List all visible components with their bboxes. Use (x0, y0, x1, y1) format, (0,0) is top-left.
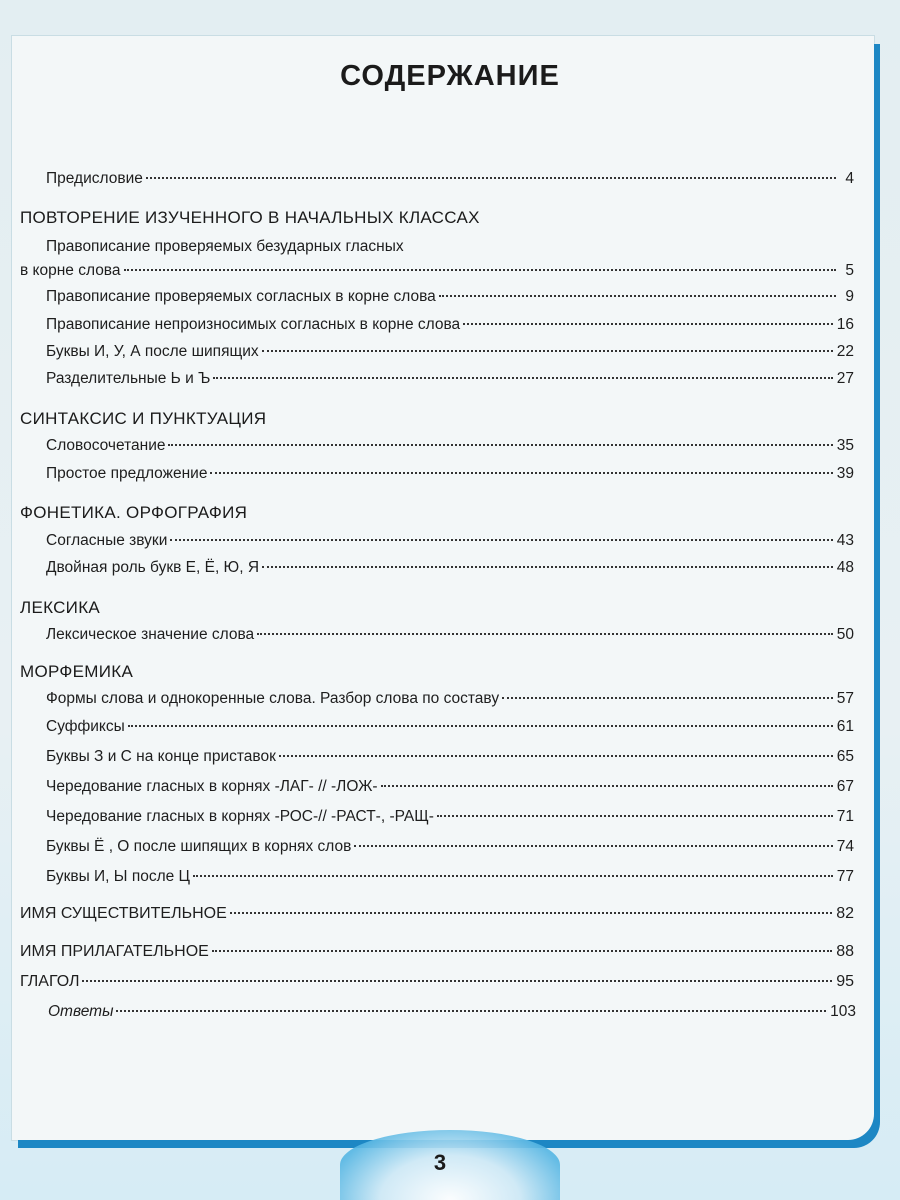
toc-entry-page: 65 (836, 748, 854, 765)
toc-entry-answers[interactable] (48, 1003, 856, 1021)
toc-entry-page: 16 (836, 316, 854, 333)
dot-leader (257, 633, 833, 635)
toc-entry[interactable] (20, 262, 854, 280)
section-heading[interactable]: СИНТАКСИС И ПУНКТУАЦИЯ (20, 409, 267, 428)
toc-entry-page: 22 (836, 343, 854, 360)
toc-entry-label: Простое предложение (46, 465, 208, 482)
toc-entry-page: 61 (836, 718, 854, 735)
toc-entry[interactable] (46, 808, 854, 826)
section-heading[interactable]: ФОНЕТИКА. ОРФОГРАФИЯ (20, 503, 248, 522)
page-title: СОДЕРЖАНИЕ (340, 60, 560, 92)
toc-entry-label: Буквы И, У, А после шипящих (46, 343, 259, 360)
toc-section-entry[interactable] (20, 905, 854, 923)
toc-entry[interactable] (46, 532, 854, 550)
toc-entry[interactable] (46, 778, 854, 796)
toc-entry-label: Суффиксы (46, 718, 125, 735)
toc-section-entry[interactable] (20, 973, 854, 991)
toc-entry-label-line1[interactable]: Правописание проверяемых безударных гласных (46, 238, 404, 255)
section-heading[interactable]: ПОВТОРЕНИЕ ИЗУЧЕННОГО В НАЧАЛЬНЫХ КЛАССАХ (20, 208, 480, 227)
toc-entry-page: 88 (836, 943, 854, 960)
section-heading[interactable]: МОРФЕМИКА (20, 662, 134, 681)
toc-entry-label: Буквы И, Ы после Ц (46, 868, 191, 885)
toc-entry-page: 43 (836, 532, 854, 549)
toc-entry[interactable] (46, 316, 854, 334)
dot-leader (463, 323, 833, 325)
dot-leader (213, 377, 832, 379)
toc-entry-page: 71 (836, 808, 854, 825)
page-number: 3 (433, 1150, 447, 1175)
toc-entry-label: Правописание проверяемых согласных в корне слова (46, 288, 436, 305)
toc-entry-label: в корне слова (20, 262, 121, 279)
toc-entry-page: 4 (845, 170, 854, 187)
toc-entry-label: Чередование гласных в корнях -РОС-// -РАСТ-, -РАЩ- (46, 808, 434, 825)
toc-entry-preface[interactable] (46, 170, 854, 188)
toc-entry-page: 82 (836, 905, 854, 922)
toc-entry-label: ИМЯ ПРИЛАГАТЕЛЬНОЕ (20, 943, 209, 960)
dot-leader (170, 539, 832, 541)
toc-entry[interactable] (46, 370, 854, 388)
dot-leader (439, 295, 836, 297)
dot-leader (381, 785, 833, 787)
dot-leader (124, 269, 837, 271)
toc-entry-label: ГЛАГОЛ (20, 973, 80, 990)
toc-entry-page: 77 (836, 868, 854, 885)
toc-entry[interactable] (46, 288, 854, 306)
dot-leader (262, 566, 833, 568)
toc-entry-page: 67 (836, 778, 854, 795)
dot-leader (279, 755, 833, 757)
dot-leader (146, 177, 836, 179)
toc-entry-label: Ответы (48, 1003, 114, 1020)
toc-entry-page: 95 (836, 973, 854, 990)
toc-entry-page: 39 (836, 465, 854, 482)
toc-entry-page: 103 (830, 1003, 856, 1020)
toc-entry[interactable] (46, 690, 854, 708)
toc-entry-page: 9 (845, 288, 854, 305)
dot-leader (210, 472, 832, 474)
toc-entry[interactable] (46, 343, 854, 361)
toc-section-entry[interactable] (20, 943, 854, 961)
toc-entry-label: Формы слова и однокоренные слова. Разбор слова по составу (46, 690, 500, 707)
toc-entry[interactable] (46, 559, 854, 577)
toc-entry[interactable] (46, 626, 854, 644)
dot-leader (230, 912, 832, 914)
toc-entry-label: Правописание непроизносимых согласных в корне слова (46, 316, 461, 333)
toc-entry-page: 50 (836, 626, 854, 643)
toc-entry-label: Разделительные Ь и Ъ (46, 370, 211, 387)
toc-entry[interactable] (46, 868, 854, 886)
dot-leader (262, 350, 833, 352)
dot-leader (437, 815, 833, 817)
toc-entry-page: 48 (836, 559, 854, 576)
toc-entry-label: Словосочетание (46, 437, 166, 454)
toc-entry[interactable] (46, 465, 854, 483)
toc-entry-label: Буквы Ё , О после шипящих в корнях слов (46, 838, 352, 855)
toc-entry-page: 57 (836, 690, 854, 707)
toc-entry-label: Двойная роль букв Е, Ё, Ю, Я (46, 559, 260, 576)
toc-entry-label: Согласные звуки (46, 532, 168, 549)
dot-leader (502, 697, 833, 699)
toc-entry-label: Буквы З и С на конце приставок (46, 748, 276, 765)
dot-leader (193, 875, 833, 877)
toc-entry-page: 27 (836, 370, 854, 387)
toc-entry-page: 35 (836, 437, 854, 454)
toc-entry[interactable] (46, 718, 854, 736)
dot-leader (82, 980, 832, 982)
section-heading[interactable]: ЛЕКСИКА (20, 598, 101, 617)
toc-entry[interactable] (46, 838, 854, 856)
toc-entry-label: ИМЯ СУЩЕСТВИТЕЛЬНОЕ (20, 905, 227, 922)
toc-entry-label: Предисловие (46, 170, 143, 187)
toc-entry[interactable] (46, 748, 854, 766)
dot-leader (212, 950, 832, 952)
toc-entry[interactable] (46, 437, 854, 455)
toc-entry-label: Чередование гласных в корнях -ЛАГ- // -ЛОЖ- (46, 778, 378, 795)
toc-entry-label: Лексическое значение слова (46, 626, 255, 643)
dot-leader (354, 845, 832, 847)
toc-entry-page: 5 (845, 262, 854, 279)
dot-leader (168, 444, 832, 446)
toc-entry-page: 74 (836, 838, 854, 855)
dot-leader (116, 1010, 826, 1012)
dot-leader (128, 725, 833, 727)
